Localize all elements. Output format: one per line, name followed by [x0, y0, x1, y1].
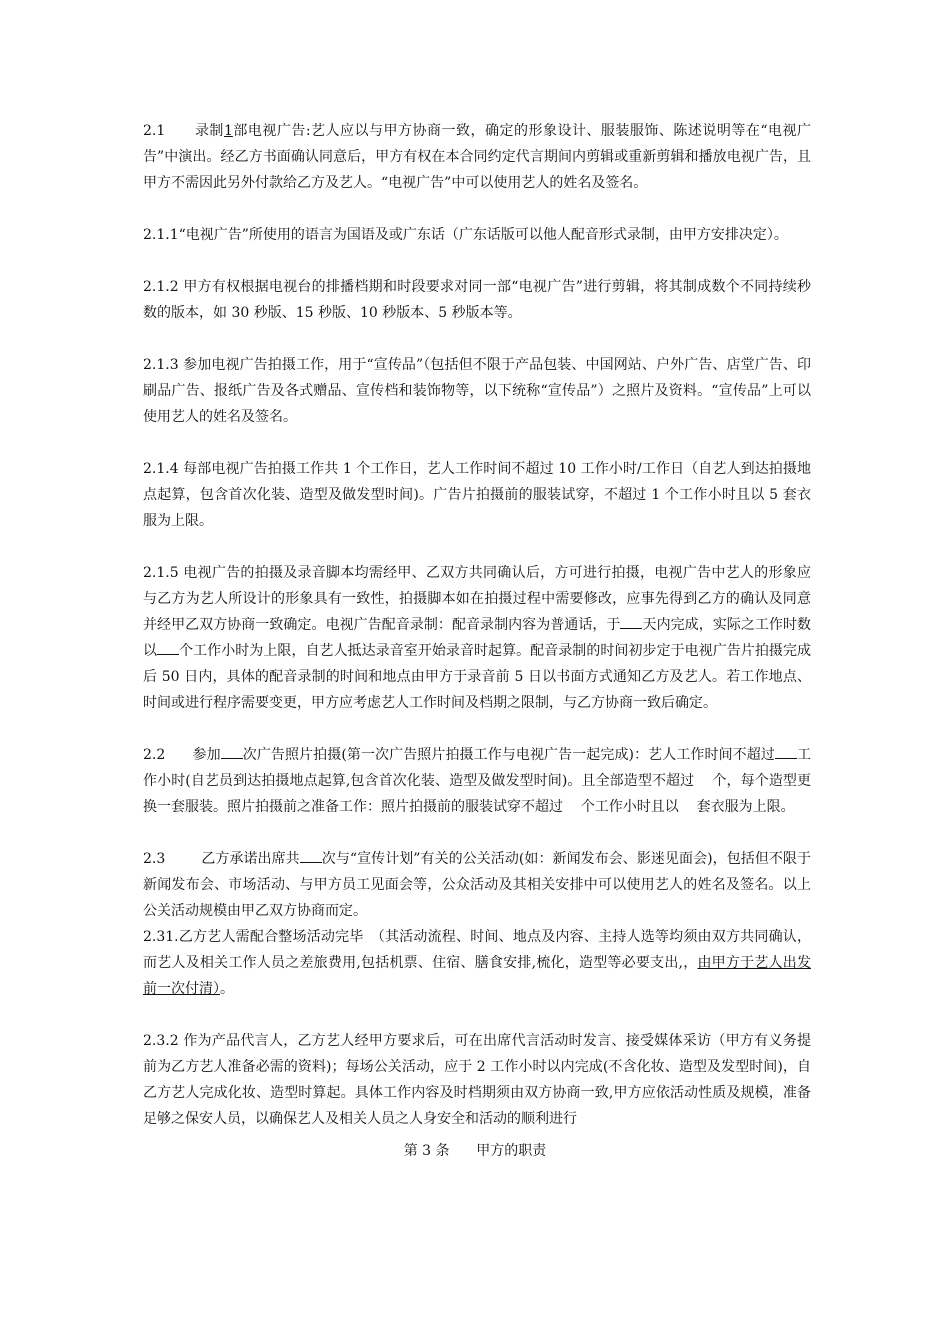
- clause-2-1-2: 2.1.2 甲方有权根据电视台的排播档期和时段要求对同一部“电视广告”进行剪辑，将其制成数个不同持续秒数的版本，如 30 秒版、15 秒版、10 秒版本、5 秒版本等。: [143, 279, 811, 321]
- clause-2-1-3: 2.1.3 参加电视广告拍摄工作，用于“宣传品”（包括但不限于产品包装、中国网站、户外广告、店堂广告、印刷品广告、报纸广告及各式赠品、宣传档和装饰物等，以下统称“宣传品”）之照片及资料。“宣传品”上可以使用艺人的姓名及签名。: [143, 357, 811, 425]
- section-title: 甲方的职责: [476, 1143, 547, 1159]
- clause-text: 录制: [194, 123, 224, 139]
- clause-text: 2.31.乙方艺人需配合整场活动完毕 （其活动流程、时间、地点及内容、主持人选等均须由双方共同确认，而艺人及相关工作人员之差旅费用,包括机票、住宿、膳食安排,梳化，造型等必要支出,，: [143, 929, 811, 971]
- clause-2-1-1: 2.1.1“电视广告”所使用的语言为国语及或广东话（广东话版可以他人配音形式录制，由甲方安排决定）。: [143, 227, 788, 243]
- clause-text: 。: [220, 981, 234, 997]
- contract-body: [143, 118, 811, 1158]
- clause-2-3-2: 2.3.2 作为产品代言人，乙方艺人经甲方要求后，可在出席代言活动时发言、接受媒体采访（甲方有义务提前为乙方艺人准备必需的资料)；每场公关活动，应于 2 工作小时以内完成(不含化妆、造型及发型时间)，自乙方艺人完成化妆、造型时算起。具体工作内容及时档期须由双方协商一致,甲方应依活动性质及规模，准备足够之保安人员，以确保艺人及相关人员之人身安全和活动的顺利进行: [143, 1033, 811, 1127]
- clause-text: 部电视广告:艺人应以与甲方协商一致，确定的形象设计、服装服饰、陈述说明等在“电视广告”中演出。经乙方书面确认同意后，甲方有权在本合同约定代言期间内剪辑或重新剪辑和播放电视广告，且甲方不需因此另外付款给乙方及艺人。“电视广告”中可以使用艺人的姓名及签名。: [143, 123, 812, 191]
- blank-days: [620, 612, 642, 629]
- clause-number: 2.3: [143, 851, 166, 867]
- ad-count: 1: [223, 123, 233, 139]
- clause-text: 个工作小时为上限，自艺人抵达录音室开始录音时起算。配音录制的时间初步定于电视广告片拍摄完成后 50 日内，具体的配音录制的时间和地点由甲方于录音前 5 日以书面方式通知乙方及艺人。若工作地点、时间或进行程序需要变更，甲方应考虑艺人工作时间及档期之限制，与乙方协商一致后确定。: [143, 643, 812, 711]
- clause-2-1-5: [143, 560, 811, 716]
- clause-text: 乙方承诺出席共: [201, 851, 300, 867]
- section-number: 第 3 条: [403, 1143, 450, 1159]
- blank-hours: [157, 638, 179, 655]
- clause-text: 参加: [192, 747, 221, 763]
- clause-text: 个，每个造型更换一套服装。照片拍摄前之准备工作：照片拍摄前的服装试穿不超过: [143, 773, 812, 815]
- clause-text: 个工作小时且以: [580, 799, 679, 815]
- clause-2-1-4: 2.1.4 每部电视广告拍摄工作共 1 个工作日，艺人工作时间不超过 10 工作小时/工作日（自艺人到达拍摄地点起算，包含首次化装、造型及做发型时间)。广告片拍摄前的服装试穿，不超过 1 个工作小时且以 5 套衣服为上限。: [143, 461, 811, 529]
- clause-text: 工作小时(自艺员到达拍摄地点起算,包含首次化装、造型及做发型时间)。且全部造型不超过: [143, 747, 812, 789]
- clause-number: 2.1: [143, 123, 166, 139]
- blank-event-count: [300, 846, 322, 863]
- clause-number: 2.2: [143, 747, 166, 763]
- clause-text: 次与“宣传计划”有关的公关活动(如：新闻发布会、影迷见面会)，包括但不限于新闻发布会、市场活动、与甲方员工见面会等，公众活动及其相关安排中可以使用艺人的姓名及签名。以上公关活动规模由甲乙双方协商而定。: [143, 851, 811, 919]
- section-heading: [0, 1138, 950, 1164]
- clause-2-3-1: [143, 924, 811, 1002]
- clause-text: 次广告照片拍摄(第一次广告照片拍摄工作与电视广告一起完成)：艺人工作时间不超过: [242, 747, 775, 763]
- blank-work-hours: [775, 742, 797, 759]
- clause-text: 天内完成，实际之工作时数以: [143, 617, 812, 659]
- clause-2-2: [143, 742, 811, 820]
- clause-text: 套衣服为上限。: [696, 799, 795, 815]
- clause-2-1: [143, 118, 811, 196]
- payment-terms: 由甲方于艺人出发前一次付清）: [143, 955, 811, 997]
- clause-text: 2.1.5 电视广告的拍摄及录音脚本均需经甲、乙双方共同确认后，方可进行拍摄，电视广告中艺人的形象应与乙方为艺人所设计的形象具有一致性，拍摄脚本如在拍摄过程中需要修改，应事先得到乙方的确认及同意并经甲乙双方协商一致确定。电视广告配音录制：配音录制内容为普通话，于: [143, 565, 811, 633]
- clause-2-3: [143, 846, 811, 924]
- blank-photo-count: [221, 742, 243, 759]
